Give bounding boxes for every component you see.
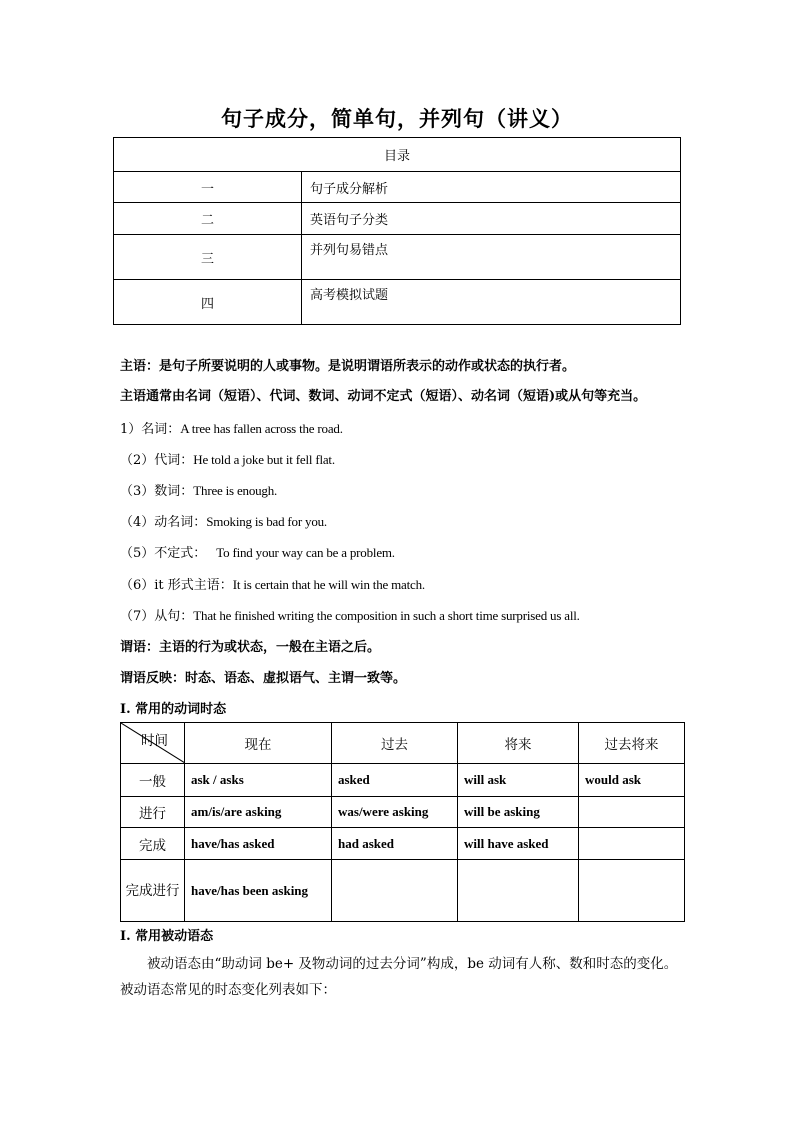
toc-row [114,235,681,280]
table-cell: asked [332,764,458,797]
row-label: 一般 [121,764,185,797]
subject-usage: 主语通常由名词（短语）、代词、数词、动词不定式（短语）、动名词（短语)或从句等充当。 [120,389,647,404]
toc-row-text: 高考模拟试题 [302,280,681,325]
example-sentence: That he finished writing the composition in such a short time surprised us all. [193,608,580,623]
toc-row-number: 二 [114,203,302,235]
row-label: 完成 [121,828,185,860]
example-label: 1）名词： [120,422,181,437]
toc-row-number: 四 [114,280,302,325]
example-label: （4）动名词： [120,515,207,530]
tense-heading: I. 常用的动词时态 [120,702,227,717]
example-sentence: It is certain that he will win the match. [232,577,425,592]
example-line [120,574,425,593]
table-cell [332,860,458,922]
table-cell: will have asked [458,828,579,860]
example-label: （2）代词： [120,453,194,468]
example-label: （5）不定式： [120,546,207,561]
example-sentence: To find your way can be a problem. [216,545,395,560]
table-cell: will ask [458,764,579,797]
table-cell [579,797,685,828]
column-header: 现在 [185,723,332,764]
example-sentence: He told a joke but it fell flat. [193,452,335,467]
toc-header: 目录 [114,138,681,172]
table-cell [579,828,685,860]
table-row [121,764,685,797]
table-cell: was/were asking [332,797,458,828]
table-cell: would ask [579,764,685,797]
example-label: （3）数词： [120,484,194,499]
toc-table [113,137,681,325]
example-line [120,605,580,624]
row-label: 完成进行 [121,860,185,922]
table-cell: am/is/are asking [185,797,332,828]
table-row [121,828,685,860]
example-label: （7）从句： [120,609,194,624]
table-cell: ask / asks [185,764,332,797]
passive-paragraph-line1: 被动语态由“助动词 be+ 及物动词的过去分词”构成，be 动词有人称、数和时态的变化。 [147,956,678,972]
table-row [121,860,685,922]
toc-row [114,280,681,325]
table-row [121,797,685,828]
predicate-reflects: 谓语反映：时态、语态、虚拟语气、主谓一致等。 [120,671,407,686]
example-line [120,449,335,468]
table-cell [458,860,579,922]
example-sentence: Smoking is bad for you. [206,514,327,529]
example-sentence: Three is enough. [193,483,278,498]
corner-cell [121,723,185,764]
table-cell [579,860,685,922]
toc-row-text: 英语句子分类 [302,203,681,235]
example-sentence: A tree has fallen across the road. [180,421,343,436]
table-cell: will be asking [458,797,579,828]
passive-paragraph-line2: 被动语态常见的时态变化列表如下： [120,982,336,998]
example-label: （6）it 形式主语： [120,578,233,593]
toc-row-number: 一 [114,172,302,203]
row-label: 进行 [121,797,185,828]
table-cell: had asked [332,828,458,860]
corner-label: 时间 [141,733,168,749]
subject-definition: 主语：是句子所要说明的人或事物。是说明谓语所表示的动作或状态的执行者。 [120,359,576,374]
tense-table [120,722,685,922]
toc-row [114,203,681,235]
example-line [120,480,277,499]
toc-row-number: 三 [114,235,302,280]
toc-row [114,172,681,203]
table-cell: have/has asked [185,828,332,860]
example-line [120,418,343,437]
passive-heading: I. 常用被动语态 [120,929,214,944]
column-header: 过去 [332,723,458,764]
toc-row-text: 句子成分解析 [302,172,681,203]
column-header: 过去将来 [579,723,685,764]
column-header: 将来 [458,723,579,764]
table-cell: have/has been asking [185,860,332,922]
example-line [120,542,395,561]
tense-header-row [121,723,685,764]
predicate-definition: 谓语：主语的行为或状态，一般在主语之后。 [120,640,381,655]
document-title: 句子成分，简单句，并列句（讲义） [221,106,573,131]
toc-row-text: 并列句易错点 [302,235,681,280]
example-line [120,511,327,530]
